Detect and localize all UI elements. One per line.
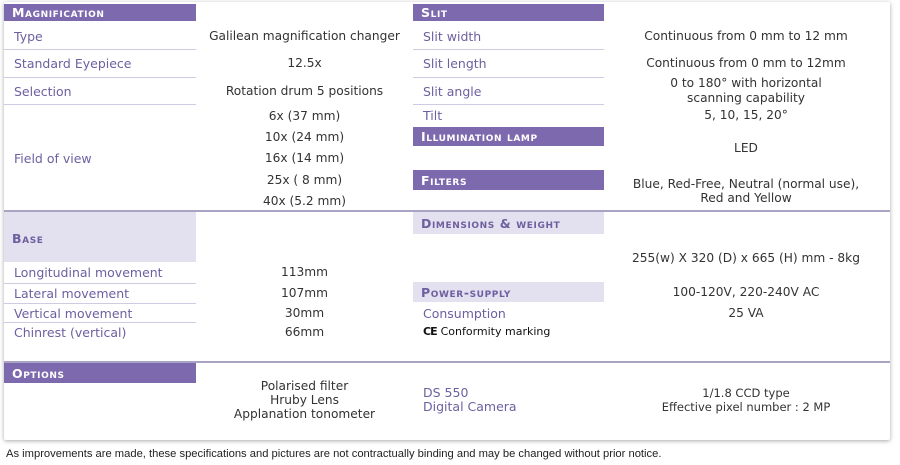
illumination-header: Illumination lamp bbox=[413, 127, 604, 146]
conformity-marking bbox=[423, 325, 550, 338]
chinrest-value: 66mm bbox=[284, 325, 325, 339]
tilt-label: Tilt bbox=[423, 107, 443, 123]
type-value: Galilean magnification changer bbox=[209, 29, 400, 43]
option-item: Hruby Lens bbox=[270, 393, 339, 407]
selection-label: Selection bbox=[14, 83, 72, 99]
divider bbox=[413, 49, 604, 50]
base-header: Base bbox=[12, 230, 44, 246]
lateral-value: 107mm bbox=[280, 286, 328, 300]
filters-value-line2: Red and Yellow bbox=[700, 190, 792, 205]
power-header: Power-supply bbox=[421, 285, 512, 300]
option-item: Polarised filter bbox=[260, 379, 349, 393]
magnification-header: Magnification bbox=[4, 4, 196, 21]
selection-value: Rotation drum 5 positions bbox=[225, 84, 384, 98]
vertical-value: 30mm bbox=[284, 306, 325, 320]
divider bbox=[4, 104, 196, 105]
fov-value: 25x ( 8 mm) bbox=[266, 173, 343, 187]
camera-label: DS 550 bbox=[423, 385, 469, 400]
eyepiece-label: Standard Eyepiece bbox=[14, 55, 132, 71]
filters-value: Blue, Red-Free, Neutral (normal use), bbox=[632, 176, 860, 191]
divider bbox=[413, 104, 604, 105]
footnote: As improvements are made, these specifications and pictures are not contractually binding and may be changed without prior notice. bbox=[6, 448, 662, 460]
eyepiece-value: 12.5x bbox=[287, 56, 322, 70]
longitudinal-value: 113mm bbox=[280, 265, 328, 279]
option-item: Applanation tonometer bbox=[233, 407, 376, 421]
camera-value: 1/1.8 CCD type bbox=[702, 386, 790, 400]
slit-width-value: Continuous from 0 mm to 12 mm bbox=[644, 29, 848, 43]
longitudinal-label: Longitudinal movement bbox=[14, 264, 163, 280]
illumination-value: LED bbox=[734, 141, 758, 155]
divider bbox=[4, 77, 196, 78]
vertical-label: Vertical movement bbox=[14, 305, 133, 321]
fov-label: Field of view bbox=[14, 150, 92, 166]
consumption-value: 25 VA bbox=[728, 306, 764, 320]
slit-length-label: Slit length bbox=[423, 55, 487, 71]
slit-angle-value: 0 to 180° with horizontal bbox=[670, 76, 822, 90]
consumption-label: Consumption bbox=[423, 305, 506, 321]
fov-value: 16x (14 mm) bbox=[264, 151, 345, 165]
fov-value: 6x (37 mm) bbox=[268, 109, 341, 123]
section-separator bbox=[4, 210, 890, 212]
divider bbox=[413, 77, 604, 78]
slit-length-value: Continuous from 0 mm to 12mm bbox=[646, 56, 846, 70]
options-header: Options bbox=[4, 363, 196, 383]
fov-value: 40x (5.2 mm) bbox=[262, 194, 347, 208]
slit-width-label: Slit width bbox=[423, 28, 482, 44]
fov-value: 10x (24 mm) bbox=[264, 130, 345, 144]
dimensions-value: 255(w) X 320 (D) x 665 (H) mm - 8kg bbox=[632, 251, 860, 265]
filters-header: Filters bbox=[413, 170, 604, 190]
slit-angle-label: Slit angle bbox=[423, 83, 482, 99]
ce-mark-icon: CE bbox=[423, 325, 437, 338]
tilt-value: 5, 10, 15, 20° bbox=[704, 108, 788, 122]
slit-header: Slit bbox=[413, 4, 604, 21]
camera-value-line2: Effective pixel number : 2 MP bbox=[661, 400, 831, 414]
slit-angle-value-line2: scanning capability bbox=[687, 91, 805, 105]
camera-label-line2: Digital Camera bbox=[423, 399, 517, 414]
conformity-text: Conformity marking bbox=[440, 325, 551, 338]
lateral-label: Lateral movement bbox=[14, 285, 130, 301]
dimensions-header: Dimensions & weight bbox=[421, 216, 561, 231]
type-label: Type bbox=[14, 28, 43, 44]
power-value: 100-120V, 220-240V AC bbox=[672, 285, 820, 299]
divider bbox=[4, 49, 196, 50]
chinrest-label: Chinrest (vertical) bbox=[14, 324, 127, 340]
